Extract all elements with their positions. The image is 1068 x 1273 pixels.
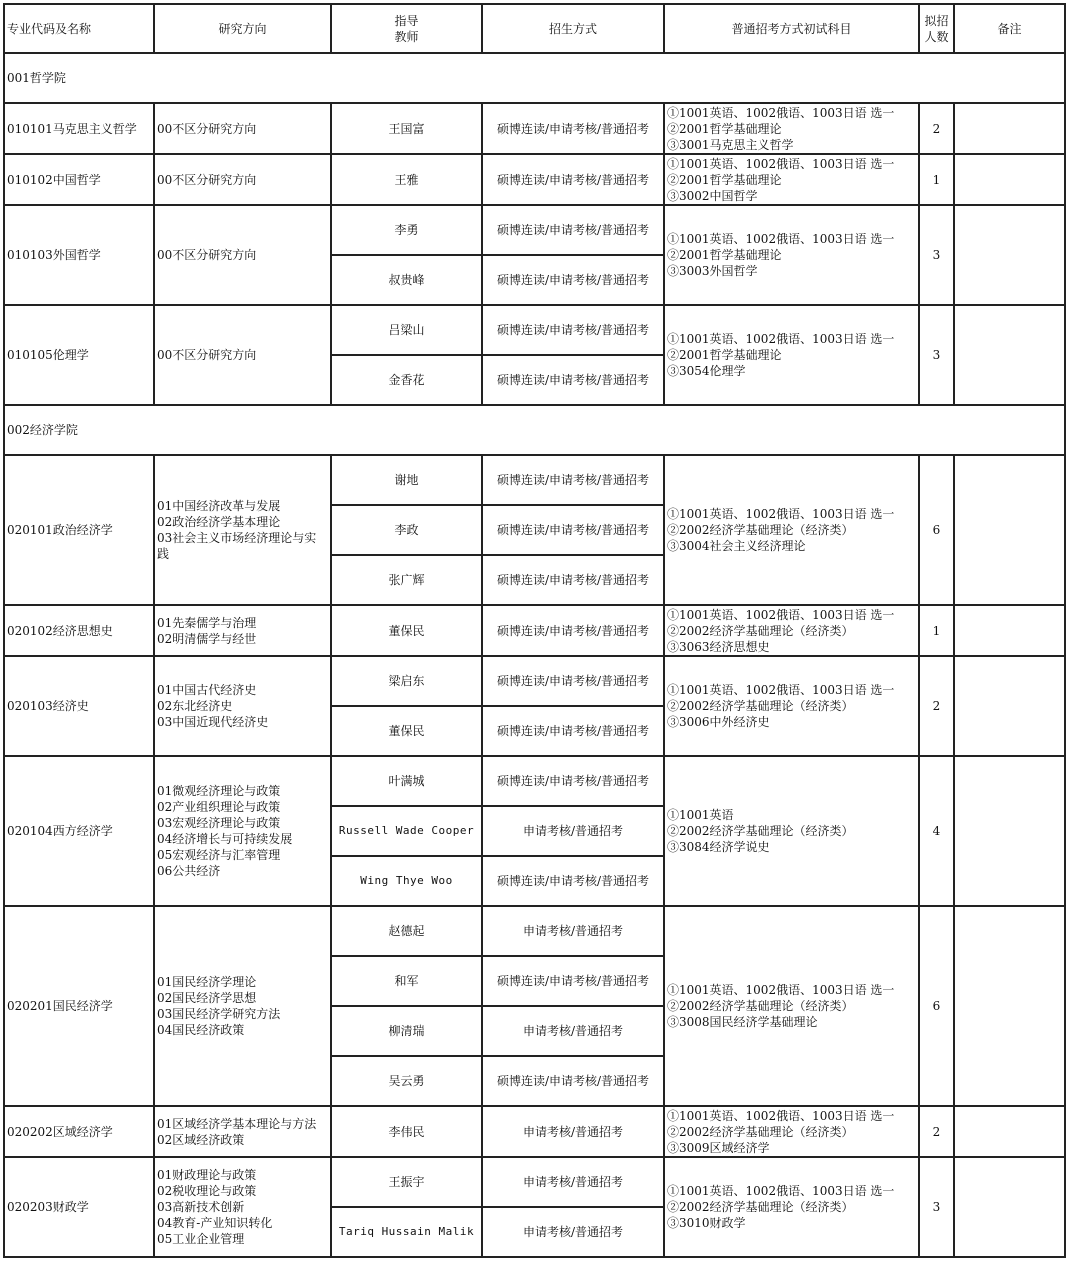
direction-item: 02东北经济史 bbox=[157, 699, 233, 713]
exam-subjects bbox=[664, 1157, 919, 1257]
college-title: 001哲学院 bbox=[4, 53, 1065, 103]
exam-subject-item: ②2001哲学基础理论 bbox=[667, 121, 782, 136]
major-name: 020201国民经济学 bbox=[4, 906, 154, 1106]
admission-method: 硕博连读/申请考核/普通招考 bbox=[482, 856, 664, 906]
direction-item: 02政治经济学基本理论 bbox=[157, 515, 281, 529]
exam-subjects bbox=[664, 205, 919, 305]
research-directions bbox=[154, 455, 331, 605]
exam-subject-item: ②2001哲学基础理论 bbox=[667, 348, 782, 362]
exam-subject-item: ①1001英语、1002俄语、1003日语 选一 bbox=[667, 156, 895, 171]
advisor-name: 王国富 bbox=[331, 103, 482, 154]
direction-item: 06公共经济 bbox=[157, 864, 221, 878]
advisor-name: 吕梁山 bbox=[331, 305, 482, 355]
note-cell bbox=[954, 906, 1065, 1106]
header-advisor-line2: 教师 bbox=[394, 29, 419, 44]
direction-item: 00不区分研究方向 bbox=[157, 121, 257, 136]
direction-item: 04国民经济政策 bbox=[157, 1023, 245, 1037]
quota-count: 1 bbox=[919, 154, 954, 205]
direction-item: 01微观经济理论与政策 bbox=[157, 784, 281, 798]
admission-method: 申请考核/普通招考 bbox=[482, 806, 664, 856]
college-row bbox=[4, 53, 1065, 103]
admission-method: 硕博连读/申请考核/普通招考 bbox=[482, 255, 664, 305]
advisor-name: Wing Thye Woo bbox=[331, 856, 482, 906]
quota-count: 6 bbox=[919, 906, 954, 1106]
college-row bbox=[4, 405, 1065, 455]
exam-subject-item: ③3006中外经济史 bbox=[667, 715, 770, 729]
admission-method: 申请考核/普通招考 bbox=[482, 1157, 664, 1207]
admission-method: 硕博连读/申请考核/普通招考 bbox=[482, 455, 664, 505]
exam-subjects bbox=[664, 305, 919, 405]
direction-item: 01区域经济学基本理论与方法 bbox=[157, 1116, 317, 1131]
exam-subject-item: ①1001英语、1002俄语、1003日语 选一 bbox=[667, 1108, 895, 1123]
major-name: 020102经济思想史 bbox=[4, 605, 154, 656]
admission-method: 申请考核/普通招考 bbox=[482, 1106, 664, 1157]
advisor-name: Russell Wade Cooper bbox=[331, 806, 482, 856]
research-directions bbox=[154, 305, 331, 405]
exam-subjects bbox=[664, 455, 919, 605]
note-cell bbox=[954, 455, 1065, 605]
exam-subjects bbox=[664, 103, 919, 154]
admission-method: 申请考核/普通招考 bbox=[482, 1006, 664, 1056]
direction-item: 02明清儒学与经世 bbox=[157, 631, 257, 646]
direction-item: 00不区分研究方向 bbox=[157, 348, 257, 362]
table-row bbox=[4, 756, 1065, 806]
quota-count: 2 bbox=[919, 1106, 954, 1157]
quota-count: 4 bbox=[919, 756, 954, 906]
advisor-name: Tariq Hussain Malik bbox=[331, 1207, 482, 1257]
direction-item: 00不区分研究方向 bbox=[157, 172, 257, 187]
note-cell bbox=[954, 1106, 1065, 1157]
header-advisor-line1: 指导 bbox=[394, 13, 419, 28]
table-row bbox=[4, 103, 1065, 154]
research-directions bbox=[154, 656, 331, 756]
direction-item: 01中国经济改革与发展 bbox=[157, 499, 281, 513]
quota-count: 2 bbox=[919, 656, 954, 756]
research-directions bbox=[154, 1106, 331, 1157]
exam-subject-item: ①1001英语 bbox=[667, 808, 734, 822]
direction-item: 02区域经济政策 bbox=[157, 1132, 245, 1147]
exam-subject-item: ①1001英语、1002俄语、1003日语 选一 bbox=[667, 507, 895, 521]
research-directions bbox=[154, 605, 331, 656]
admission-method: 硕博连读/申请考核/普通招考 bbox=[482, 103, 664, 154]
advisor-name: 金香花 bbox=[331, 355, 482, 405]
direction-item: 02产业组织理论与政策 bbox=[157, 800, 281, 814]
exam-subject-item: ③3009区域经济学 bbox=[667, 1140, 770, 1155]
advisor-name: 王雅 bbox=[331, 154, 482, 205]
advisor-name: 叶满城 bbox=[331, 756, 482, 806]
note-cell bbox=[954, 1157, 1065, 1257]
note-cell bbox=[954, 656, 1065, 756]
note-cell bbox=[954, 756, 1065, 906]
major-name: 010105伦理学 bbox=[4, 305, 154, 405]
direction-item: 03中国近现代经济史 bbox=[157, 715, 269, 729]
table-row bbox=[4, 1106, 1065, 1157]
exam-subjects bbox=[664, 154, 919, 205]
advisor-name: 梁启东 bbox=[331, 656, 482, 706]
exam-subject-item: ①1001英语、1002俄语、1003日语 选一 bbox=[667, 607, 895, 622]
header-row bbox=[4, 4, 1065, 53]
major-name: 010101马克思主义哲学 bbox=[4, 103, 154, 154]
research-directions bbox=[154, 154, 331, 205]
note-cell bbox=[954, 154, 1065, 205]
exam-subject-item: ②2001哲学基础理论 bbox=[667, 248, 782, 262]
exam-subject-item: ②2002经济学基础理论（经济类） bbox=[667, 824, 854, 838]
table-row bbox=[4, 605, 1065, 656]
header-advisor bbox=[331, 4, 482, 53]
advisor-name: 和军 bbox=[331, 956, 482, 1006]
direction-item: 01财政理论与政策 bbox=[157, 1168, 257, 1182]
exam-subjects bbox=[664, 906, 919, 1106]
exam-subject-item: ①1001英语、1002俄语、1003日语 选一 bbox=[667, 332, 895, 346]
exam-subject-item: ③3063经济思想史 bbox=[667, 639, 770, 654]
major-name: 010102中国哲学 bbox=[4, 154, 154, 205]
direction-item: 04经济增长与可持续发展 bbox=[157, 832, 293, 846]
research-directions bbox=[154, 103, 331, 154]
header-major: 专业代码及名称 bbox=[4, 4, 154, 53]
exam-subject-item: ②2002经济学基础理论（经济类） bbox=[667, 1124, 854, 1139]
header-quota-line1: 拟招 bbox=[924, 13, 949, 28]
exam-subject-item: ③3008国民经济学基础理论 bbox=[667, 1015, 818, 1029]
header-method: 招生方式 bbox=[482, 4, 664, 53]
major-name: 020103经济史 bbox=[4, 656, 154, 756]
header-quota-line2: 人数 bbox=[924, 29, 949, 44]
table-row bbox=[4, 154, 1065, 205]
note-cell bbox=[954, 605, 1065, 656]
exam-subject-item: ①1001英语、1002俄语、1003日语 选一 bbox=[667, 105, 895, 120]
exam-subject-item: ③3010财政学 bbox=[667, 1216, 746, 1230]
exam-subject-item: ①1001英语、1002俄语、1003日语 选一 bbox=[667, 232, 895, 246]
admission-method: 硕博连读/申请考核/普通招考 bbox=[482, 305, 664, 355]
table-row bbox=[4, 1157, 1065, 1207]
direction-item: 00不区分研究方向 bbox=[157, 248, 257, 262]
advisor-name: 王振宇 bbox=[331, 1157, 482, 1207]
advisor-name: 吴云勇 bbox=[331, 1056, 482, 1106]
advisor-name: 柳清瑞 bbox=[331, 1006, 482, 1056]
research-directions bbox=[154, 756, 331, 906]
exam-subjects bbox=[664, 656, 919, 756]
major-name: 020202区域经济学 bbox=[4, 1106, 154, 1157]
major-name: 020203财政学 bbox=[4, 1157, 154, 1257]
direction-item: 02税收理论与政策 bbox=[157, 1184, 257, 1198]
quota-count: 2 bbox=[919, 103, 954, 154]
note-cell bbox=[954, 103, 1065, 154]
exam-subject-item: ①1001英语、1002俄语、1003日语 选一 bbox=[667, 983, 895, 997]
admission-method: 申请考核/普通招考 bbox=[482, 906, 664, 956]
direction-item: 03国民经济学研究方法 bbox=[157, 1007, 281, 1021]
major-name: 020104西方经济学 bbox=[4, 756, 154, 906]
header-quota bbox=[919, 4, 954, 53]
admission-method: 硕博连读/申请考核/普通招考 bbox=[482, 756, 664, 806]
exam-subject-item: ③3002中国哲学 bbox=[667, 188, 758, 203]
advisor-name: 叔贵峰 bbox=[331, 255, 482, 305]
exam-subject-item: ③3004社会主义经济理论 bbox=[667, 539, 806, 553]
admission-method: 硕博连读/申请考核/普通招考 bbox=[482, 656, 664, 706]
table-row bbox=[4, 455, 1065, 505]
exam-subject-item: ②2002经济学基础理论（经济类） bbox=[667, 623, 854, 638]
admission-method: 硕博连读/申请考核/普通招考 bbox=[482, 605, 664, 656]
advisor-name: 李勇 bbox=[331, 205, 482, 255]
table-row bbox=[4, 305, 1065, 355]
admission-method: 硕博连读/申请考核/普通招考 bbox=[482, 355, 664, 405]
note-cell bbox=[954, 305, 1065, 405]
advisor-name: 张广辉 bbox=[331, 555, 482, 605]
direction-item: 01中国古代经济史 bbox=[157, 683, 257, 697]
research-directions bbox=[154, 1157, 331, 1257]
advisor-name: 李伟民 bbox=[331, 1106, 482, 1157]
header-note: 备注 bbox=[954, 4, 1065, 53]
direction-item: 05宏观经济与汇率管理 bbox=[157, 848, 281, 862]
major-name: 010103外国哲学 bbox=[4, 205, 154, 305]
direction-item: 05工业企业管理 bbox=[157, 1232, 245, 1246]
major-name: 020101政治经济学 bbox=[4, 455, 154, 605]
exam-subjects bbox=[664, 756, 919, 906]
note-cell bbox=[954, 205, 1065, 305]
admission-method: 硕博连读/申请考核/普通招考 bbox=[482, 505, 664, 555]
exam-subject-item: ②2002经济学基础理论（经济类） bbox=[667, 999, 854, 1013]
college-title: 002经济学院 bbox=[4, 405, 1065, 455]
exam-subject-item: ②2002经济学基础理论（经济类） bbox=[667, 1200, 854, 1214]
table-row bbox=[4, 656, 1065, 706]
direction-item: 03高新技术创新 bbox=[157, 1200, 245, 1214]
exam-subject-item: ③3054伦理学 bbox=[667, 364, 746, 378]
admissions-table bbox=[3, 3, 1066, 1258]
quota-count: 3 bbox=[919, 205, 954, 305]
advisor-name: 赵德起 bbox=[331, 906, 482, 956]
exam-subject-item: ③3084经济学说史 bbox=[667, 840, 770, 854]
exam-subject-item: ②2001哲学基础理论 bbox=[667, 172, 782, 187]
direction-item: 01国民经济学理论 bbox=[157, 975, 257, 989]
quota-count: 3 bbox=[919, 305, 954, 405]
direction-item: 03宏观经济理论与政策 bbox=[157, 816, 281, 830]
admission-method: 申请考核/普通招考 bbox=[482, 1207, 664, 1257]
direction-item: 01先秦儒学与治理 bbox=[157, 615, 257, 630]
header-exam: 普通招考方式初试科目 bbox=[664, 4, 919, 53]
admission-method: 硕博连读/申请考核/普通招考 bbox=[482, 1056, 664, 1106]
exam-subject-item: ③3001马克思主义哲学 bbox=[667, 137, 794, 152]
advisor-name: 李政 bbox=[331, 505, 482, 555]
header-direction: 研究方向 bbox=[154, 4, 331, 53]
exam-subject-item: ②2002经济学基础理论（经济类） bbox=[667, 699, 854, 713]
table-row bbox=[4, 205, 1065, 255]
exam-subjects bbox=[664, 605, 919, 656]
research-directions bbox=[154, 906, 331, 1106]
direction-item: 02国民经济学思想 bbox=[157, 991, 257, 1005]
exam-subject-item: ①1001英语、1002俄语、1003日语 选一 bbox=[667, 1184, 895, 1198]
exam-subject-item: ①1001英语、1002俄语、1003日语 选一 bbox=[667, 683, 895, 697]
direction-item: 04教育-产业知识转化 bbox=[157, 1216, 273, 1230]
table-row bbox=[4, 906, 1065, 956]
admission-method: 硕博连读/申请考核/普通招考 bbox=[482, 956, 664, 1006]
direction-item: 03社会主义市场经济理论与实践 bbox=[157, 531, 317, 561]
research-directions bbox=[154, 205, 331, 305]
quota-count: 3 bbox=[919, 1157, 954, 1257]
quota-count: 1 bbox=[919, 605, 954, 656]
admission-method: 硕博连读/申请考核/普通招考 bbox=[482, 205, 664, 255]
admission-method: 硕博连读/申请考核/普通招考 bbox=[482, 706, 664, 756]
admission-method: 硕博连读/申请考核/普通招考 bbox=[482, 555, 664, 605]
exam-subject-item: ③3003外国哲学 bbox=[667, 264, 758, 278]
quota-count: 6 bbox=[919, 455, 954, 605]
exam-subjects bbox=[664, 1106, 919, 1157]
advisor-name: 谢地 bbox=[331, 455, 482, 505]
advisor-name: 董保民 bbox=[331, 706, 482, 756]
admission-method: 硕博连读/申请考核/普通招考 bbox=[482, 154, 664, 205]
advisor-name: 董保民 bbox=[331, 605, 482, 656]
exam-subject-item: ②2002经济学基础理论（经济类） bbox=[667, 523, 854, 537]
